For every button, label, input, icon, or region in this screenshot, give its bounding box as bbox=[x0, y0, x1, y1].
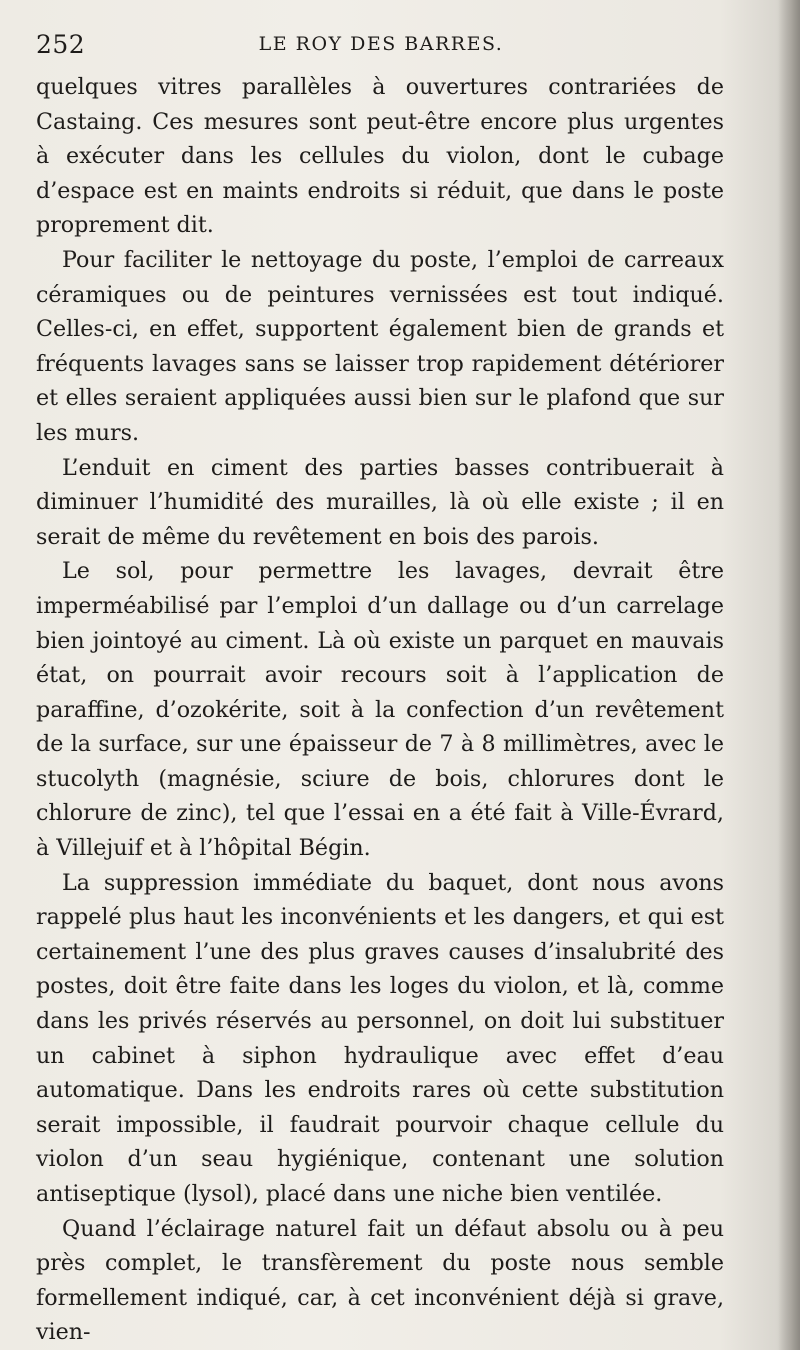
paragraph-continued: quelques vitres parallèles à ouvertures contrariées de Castaing. Ces mesures sont peut-être encore plus urgentes à exécuter dans les cellules du violon, dont le cubage d’espace est en maints endroits si réduit, que dans le poste proprement dit. bbox=[36, 74, 724, 239]
running-title: LE ROY DES BARRES. bbox=[258, 33, 504, 55]
paragraph: Quand l’éclairage naturel fait un défaut absolu ou à peu près complet, le transfèrement du poste nous semble formellement indiqué, car, à cet inconvénient déjà si grave, vien- bbox=[36, 1215, 724, 1346]
page-number: 252 bbox=[36, 30, 86, 59]
paragraph: Pour faciliter le nettoyage du poste, l’emploi de carreaux céramiques ou de peintures vernissées est tout indiqué. Celles-ci, en effet, supportent également bien de grands et fréquents lavages sans se laisser trop rapidement détériorer et elles seraient appliquées aussi bien sur le plafond que sur les murs. bbox=[36, 246, 724, 446]
paragraph: La suppression immédiate du baquet, dont nous avons rappelé plus haut les inconvénients et les dangers, et qui est certainement l’une des plus graves causes d’insalubrité des postes, doit être faite dans les loges du violon, et là, comme dans les privés réservés au personnel, on doit lui substituer un cabinet à siphon hydraulique avec effet d’eau automatique. Dans les endroits rares où cette substitution serait impossible, il faudrait pourvoir chaque cellule du violon d’un seau hygiénique, contenant une solution antiseptique (lysol), placé dans une niche bien ventilée. bbox=[36, 869, 724, 1207]
paragraph: Le sol, pour permettre les lavages, devrait être imperméabilisé par l’emploi d’un dallage ou d’un carrelage bien jointoyé au ciment. Là où existe un parquet en mauvais état, on pourrait avoir recours soit à l’application de paraffine, d’ozokérite, soit à la confection d’un revêtement de la surface, sur une épaisseur de 7 à 8 millimètres, avec le stucolyth (magnésie, sciure de bois, chlorures dont le chlorure de zinc), tel que l’essai en a été fait à Ville-Évrard, à Villejuif et à l’hôpital Bégin. bbox=[36, 558, 724, 862]
page-header bbox=[36, 30, 726, 64]
paragraph: L’enduit en ciment des parties basses contribuerait à diminuer l’humidité des murailles, là où elle existe ; il en serait de même du revêtement en bois des parois. bbox=[36, 454, 724, 550]
page-edge-shadow bbox=[778, 0, 800, 1350]
body-text bbox=[36, 70, 724, 1350]
